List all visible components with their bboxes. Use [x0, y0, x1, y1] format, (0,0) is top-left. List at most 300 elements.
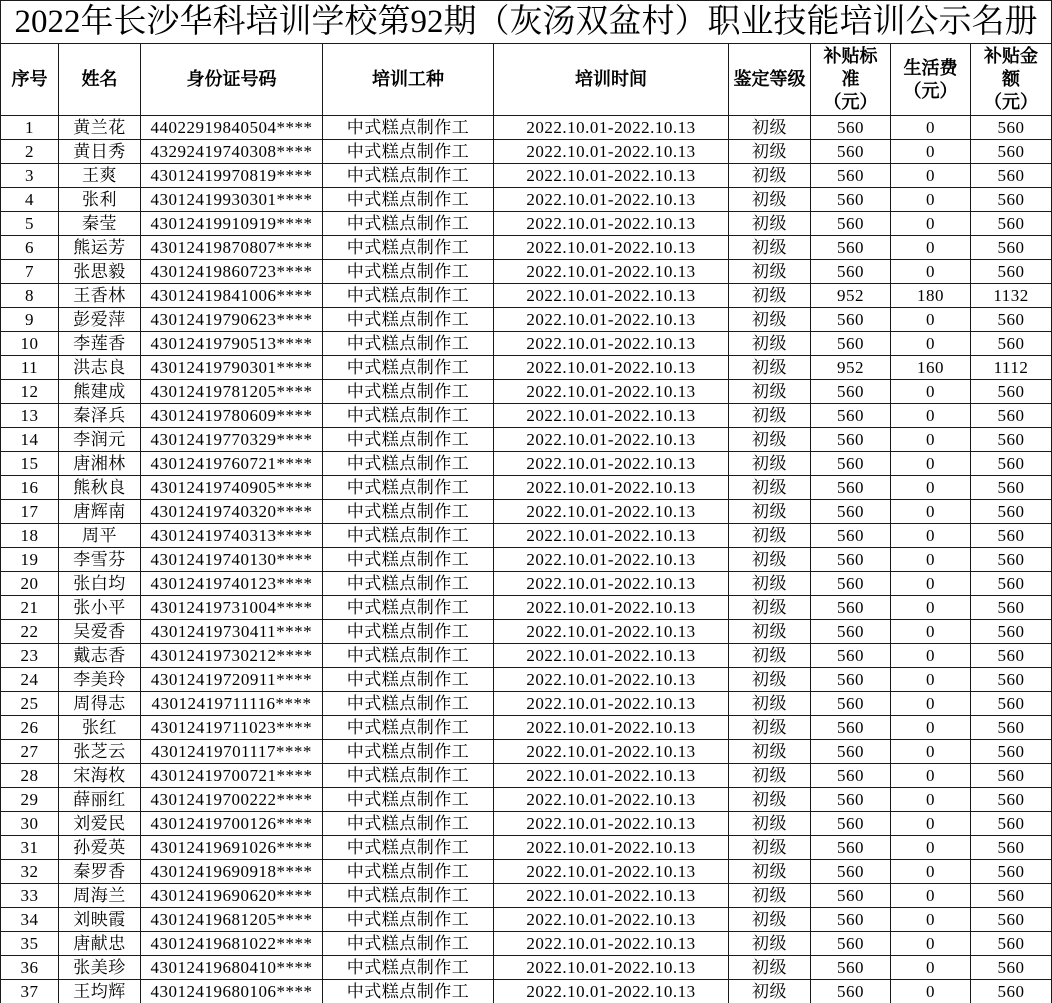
- trade-cell: 中式糕点制作工: [323, 452, 494, 476]
- living-allowance-cell: 0: [891, 548, 971, 572]
- table-row: [1, 524, 1052, 548]
- level-cell: 初级: [729, 380, 811, 404]
- table-body: [1, 116, 1052, 1003]
- header-level: 鉴定等级: [729, 44, 811, 116]
- id-number-cell: 43012419700721****: [141, 764, 323, 788]
- level-cell: 初级: [729, 716, 811, 740]
- living-allowance-cell: 0: [891, 620, 971, 644]
- header-seq: 序号: [1, 44, 59, 116]
- level-cell: 初级: [729, 500, 811, 524]
- subsidy-amount-cell: 560: [971, 716, 1052, 740]
- living-allowance-cell: 0: [891, 740, 971, 764]
- training-period-cell: 2022.10.01-2022.10.13: [494, 836, 729, 860]
- seq-cell: 2: [1, 140, 59, 164]
- table-row: [1, 692, 1052, 716]
- name-cell: 周平: [59, 524, 141, 548]
- training-period-cell: 2022.10.01-2022.10.13: [494, 668, 729, 692]
- seq-cell: 22: [1, 620, 59, 644]
- header-id-number: 身份证号码: [141, 44, 323, 116]
- living-allowance-cell: 0: [891, 908, 971, 932]
- subsidy-standard-cell: 952: [811, 284, 891, 308]
- trade-cell: 中式糕点制作工: [323, 956, 494, 980]
- seq-cell: 23: [1, 644, 59, 668]
- level-cell: 初级: [729, 548, 811, 572]
- trade-cell: 中式糕点制作工: [323, 164, 494, 188]
- title-row: [1, 1, 1052, 44]
- level-cell: 初级: [729, 404, 811, 428]
- living-allowance-cell: 160: [891, 356, 971, 380]
- trade-cell: 中式糕点制作工: [323, 140, 494, 164]
- seq-cell: 7: [1, 260, 59, 284]
- subsidy-standard-cell: 560: [811, 572, 891, 596]
- living-allowance-cell: 0: [891, 308, 971, 332]
- name-cell: 薛丽红: [59, 788, 141, 812]
- subsidy-amount-cell: 560: [971, 812, 1052, 836]
- subsidy-standard-cell: 560: [811, 596, 891, 620]
- subsidy-standard-cell: 560: [811, 260, 891, 284]
- level-cell: 初级: [729, 764, 811, 788]
- table-row: [1, 236, 1052, 260]
- training-period-cell: 2022.10.01-2022.10.13: [494, 500, 729, 524]
- seq-cell: 29: [1, 788, 59, 812]
- living-allowance-cell: 0: [891, 836, 971, 860]
- table-row: [1, 452, 1052, 476]
- subsidy-amount-cell: 560: [971, 332, 1052, 356]
- table-row: [1, 596, 1052, 620]
- trade-cell: 中式糕点制作工: [323, 116, 494, 140]
- id-number-cell: 43012419691026****: [141, 836, 323, 860]
- table-row: [1, 428, 1052, 452]
- living-allowance-cell: 0: [891, 452, 971, 476]
- seq-cell: 15: [1, 452, 59, 476]
- subsidy-amount-cell: 560: [971, 548, 1052, 572]
- level-cell: 初级: [729, 908, 811, 932]
- trade-cell: 中式糕点制作工: [323, 380, 494, 404]
- level-cell: 初级: [729, 332, 811, 356]
- header-living-allowance-label: 生活费（元）: [903, 57, 958, 101]
- training-period-cell: 2022.10.01-2022.10.13: [494, 596, 729, 620]
- living-allowance-cell: 0: [891, 668, 971, 692]
- trade-cell: 中式糕点制作工: [323, 284, 494, 308]
- seq-cell: 28: [1, 764, 59, 788]
- seq-cell: 6: [1, 236, 59, 260]
- subsidy-standard-cell: 560: [811, 428, 891, 452]
- trade-cell: 中式糕点制作工: [323, 668, 494, 692]
- subsidy-amount-cell: 560: [971, 956, 1052, 980]
- table-row: [1, 956, 1052, 980]
- training-period-cell: 2022.10.01-2022.10.13: [494, 860, 729, 884]
- table-row: [1, 308, 1052, 332]
- training-period-cell: 2022.10.01-2022.10.13: [494, 764, 729, 788]
- name-cell: 李美玲: [59, 668, 141, 692]
- header-living-allowance: [891, 44, 971, 116]
- name-cell: 熊建成: [59, 380, 141, 404]
- subsidy-amount-cell: 560: [971, 692, 1052, 716]
- training-period-cell: 2022.10.01-2022.10.13: [494, 956, 729, 980]
- training-period-cell: 2022.10.01-2022.10.13: [494, 620, 729, 644]
- subsidy-amount-cell: 560: [971, 884, 1052, 908]
- subsidy-standard-cell: 560: [811, 932, 891, 956]
- seq-cell: 34: [1, 908, 59, 932]
- training-period-cell: 2022.10.01-2022.10.13: [494, 716, 729, 740]
- subsidy-amount-cell: 560: [971, 476, 1052, 500]
- training-period-cell: 2022.10.01-2022.10.13: [494, 452, 729, 476]
- level-cell: 初级: [729, 860, 811, 884]
- subsidy-amount-cell: 560: [971, 644, 1052, 668]
- living-allowance-cell: 0: [891, 140, 971, 164]
- level-cell: 初级: [729, 212, 811, 236]
- level-cell: 初级: [729, 356, 811, 380]
- table-row: [1, 332, 1052, 356]
- table-row: [1, 404, 1052, 428]
- subsidy-amount-cell: 560: [971, 308, 1052, 332]
- table-row: [1, 164, 1052, 188]
- subsidy-amount-cell: 560: [971, 212, 1052, 236]
- living-allowance-cell: 0: [891, 500, 971, 524]
- living-allowance-cell: 0: [891, 116, 971, 140]
- trade-cell: 中式糕点制作工: [323, 980, 494, 1003]
- subsidy-amount-cell: 560: [971, 572, 1052, 596]
- id-number-cell: 43012419841006****: [141, 284, 323, 308]
- name-cell: 张小平: [59, 596, 141, 620]
- level-cell: 初级: [729, 668, 811, 692]
- living-allowance-cell: 0: [891, 524, 971, 548]
- subsidy-standard-cell: 560: [811, 332, 891, 356]
- header-subsidy-standard: [811, 44, 891, 116]
- subsidy-amount-cell: 560: [971, 164, 1052, 188]
- seq-cell: 26: [1, 716, 59, 740]
- level-cell: 初级: [729, 836, 811, 860]
- level-cell: 初级: [729, 236, 811, 260]
- trade-cell: 中式糕点制作工: [323, 332, 494, 356]
- subsidy-standard-cell: 560: [811, 668, 891, 692]
- name-cell: 张红: [59, 716, 141, 740]
- name-cell: 刘映霞: [59, 908, 141, 932]
- training-period-cell: 2022.10.01-2022.10.13: [494, 908, 729, 932]
- table-row: [1, 668, 1052, 692]
- seq-cell: 30: [1, 812, 59, 836]
- subsidy-amount-cell: 560: [971, 932, 1052, 956]
- name-cell: 宋海枚: [59, 764, 141, 788]
- subsidy-amount-cell: 560: [971, 404, 1052, 428]
- seq-cell: 35: [1, 932, 59, 956]
- seq-cell: 8: [1, 284, 59, 308]
- id-number-cell: 43012419930301****: [141, 188, 323, 212]
- id-number-cell: 43012419790623****: [141, 308, 323, 332]
- name-cell: 王均辉: [59, 980, 141, 1003]
- level-cell: 初级: [729, 596, 811, 620]
- trade-cell: 中式糕点制作工: [323, 236, 494, 260]
- living-allowance-cell: 0: [891, 980, 971, 1003]
- living-allowance-cell: 0: [891, 716, 971, 740]
- training-period-cell: 2022.10.01-2022.10.13: [494, 164, 729, 188]
- subsidy-standard-cell: 560: [811, 812, 891, 836]
- subsidy-amount-cell: 560: [971, 908, 1052, 932]
- id-number-cell: 43012419681022****: [141, 932, 323, 956]
- living-allowance-cell: 0: [891, 932, 971, 956]
- name-cell: 唐辉南: [59, 500, 141, 524]
- trade-cell: 中式糕点制作工: [323, 356, 494, 380]
- trade-cell: 中式糕点制作工: [323, 260, 494, 284]
- subsidy-amount-cell: 560: [971, 596, 1052, 620]
- id-number-cell: 43012419790301****: [141, 356, 323, 380]
- table-row: [1, 860, 1052, 884]
- subsidy-standard-cell: 560: [811, 620, 891, 644]
- table-row: [1, 572, 1052, 596]
- table-row: [1, 980, 1052, 1003]
- name-cell: 黄日秀: [59, 140, 141, 164]
- training-period-cell: 2022.10.01-2022.10.13: [494, 284, 729, 308]
- level-cell: 初级: [729, 284, 811, 308]
- subsidy-amount-cell: 560: [971, 860, 1052, 884]
- training-period-cell: 2022.10.01-2022.10.13: [494, 548, 729, 572]
- header-subsidy-amount-label: 补贴金额（元）: [984, 46, 1039, 112]
- level-cell: 初级: [729, 116, 811, 140]
- name-cell: 熊秋良: [59, 476, 141, 500]
- trade-cell: 中式糕点制作工: [323, 908, 494, 932]
- id-number-cell: 43012419711116****: [141, 692, 323, 716]
- living-allowance-cell: 0: [891, 764, 971, 788]
- training-period-cell: 2022.10.01-2022.10.13: [494, 356, 729, 380]
- id-number-cell: 43012419760721****: [141, 452, 323, 476]
- level-cell: 初级: [729, 788, 811, 812]
- header-name: 姓名: [59, 44, 141, 116]
- living-allowance-cell: 180: [891, 284, 971, 308]
- name-cell: 戴志香: [59, 644, 141, 668]
- name-cell: 王香林: [59, 284, 141, 308]
- id-number-cell: 43012419870807****: [141, 236, 323, 260]
- level-cell: 初级: [729, 308, 811, 332]
- living-allowance-cell: 0: [891, 476, 971, 500]
- trade-cell: 中式糕点制作工: [323, 188, 494, 212]
- trade-cell: 中式糕点制作工: [323, 644, 494, 668]
- seq-cell: 5: [1, 212, 59, 236]
- table-row: [1, 140, 1052, 164]
- subsidy-amount-cell: 1112: [971, 356, 1052, 380]
- subsidy-standard-cell: 560: [811, 836, 891, 860]
- training-period-cell: 2022.10.01-2022.10.13: [494, 428, 729, 452]
- trade-cell: 中式糕点制作工: [323, 620, 494, 644]
- living-allowance-cell: 0: [891, 236, 971, 260]
- level-cell: 初级: [729, 476, 811, 500]
- subsidy-amount-cell: 560: [971, 740, 1052, 764]
- table-row: [1, 644, 1052, 668]
- table-row: [1, 116, 1052, 140]
- seq-cell: 21: [1, 596, 59, 620]
- id-number-cell: 43012419681205****: [141, 908, 323, 932]
- subsidy-amount-cell: 560: [971, 428, 1052, 452]
- training-period-cell: 2022.10.01-2022.10.13: [494, 236, 729, 260]
- id-number-cell: 43012419770329****: [141, 428, 323, 452]
- level-cell: 初级: [729, 140, 811, 164]
- name-cell: 唐献忠: [59, 932, 141, 956]
- training-period-cell: 2022.10.01-2022.10.13: [494, 380, 729, 404]
- level-cell: 初级: [729, 932, 811, 956]
- level-cell: 初级: [729, 644, 811, 668]
- table-row: [1, 260, 1052, 284]
- training-period-cell: 2022.10.01-2022.10.13: [494, 572, 729, 596]
- id-number-cell: 43012419711023****: [141, 716, 323, 740]
- training-period-cell: 2022.10.01-2022.10.13: [494, 524, 729, 548]
- id-number-cell: 43012419680410****: [141, 956, 323, 980]
- training-period-cell: 2022.10.01-2022.10.13: [494, 692, 729, 716]
- training-period-cell: 2022.10.01-2022.10.13: [494, 644, 729, 668]
- trade-cell: 中式糕点制作工: [323, 404, 494, 428]
- seq-cell: 12: [1, 380, 59, 404]
- living-allowance-cell: 0: [891, 164, 971, 188]
- name-cell: 李莲香: [59, 332, 141, 356]
- table-row: [1, 356, 1052, 380]
- living-allowance-cell: 0: [891, 332, 971, 356]
- trade-cell: 中式糕点制作工: [323, 716, 494, 740]
- trade-cell: 中式糕点制作工: [323, 932, 494, 956]
- trade-cell: 中式糕点制作工: [323, 740, 494, 764]
- level-cell: 初级: [729, 980, 811, 1003]
- table-row: [1, 188, 1052, 212]
- level-cell: 初级: [729, 956, 811, 980]
- trade-cell: 中式糕点制作工: [323, 692, 494, 716]
- seq-cell: 19: [1, 548, 59, 572]
- living-allowance-cell: 0: [891, 788, 971, 812]
- name-cell: 张思毅: [59, 260, 141, 284]
- training-period-cell: 2022.10.01-2022.10.13: [494, 404, 729, 428]
- trade-cell: 中式糕点制作工: [323, 764, 494, 788]
- name-cell: 张白均: [59, 572, 141, 596]
- seq-cell: 37: [1, 980, 59, 1003]
- training-period-cell: 2022.10.01-2022.10.13: [494, 332, 729, 356]
- subsidy-standard-cell: 560: [811, 788, 891, 812]
- header-subsidy-amount: [971, 44, 1052, 116]
- seq-cell: 18: [1, 524, 59, 548]
- living-allowance-cell: 0: [891, 596, 971, 620]
- living-allowance-cell: 0: [891, 644, 971, 668]
- name-cell: 吴爱香: [59, 620, 141, 644]
- subsidy-standard-cell: 560: [811, 404, 891, 428]
- subsidy-standard-cell: 560: [811, 308, 891, 332]
- trade-cell: 中式糕点制作工: [323, 596, 494, 620]
- subsidy-standard-cell: 560: [811, 236, 891, 260]
- level-cell: 初级: [729, 884, 811, 908]
- subsidy-amount-cell: 560: [971, 140, 1052, 164]
- level-cell: 初级: [729, 692, 811, 716]
- trade-cell: 中式糕点制作工: [323, 524, 494, 548]
- level-cell: 初级: [729, 188, 811, 212]
- name-cell: 周得志: [59, 692, 141, 716]
- seq-cell: 17: [1, 500, 59, 524]
- id-number-cell: 43012419720911****: [141, 668, 323, 692]
- training-period-cell: 2022.10.01-2022.10.13: [494, 740, 729, 764]
- level-cell: 初级: [729, 620, 811, 644]
- id-number-cell: 43012419740123****: [141, 572, 323, 596]
- living-allowance-cell: 0: [891, 692, 971, 716]
- id-number-cell: 43012419680106****: [141, 980, 323, 1003]
- id-number-cell: 43012419731004****: [141, 596, 323, 620]
- id-number-cell: 43012419700126****: [141, 812, 323, 836]
- subsidy-amount-cell: 560: [971, 452, 1052, 476]
- trade-cell: 中式糕点制作工: [323, 572, 494, 596]
- header-training-period: 培训时间: [494, 44, 729, 116]
- training-period-cell: 2022.10.01-2022.10.13: [494, 116, 729, 140]
- id-number-cell: 43012419740905****: [141, 476, 323, 500]
- trade-cell: 中式糕点制作工: [323, 812, 494, 836]
- living-allowance-cell: 0: [891, 884, 971, 908]
- id-number-cell: 43012419970819****: [141, 164, 323, 188]
- level-cell: 初级: [729, 524, 811, 548]
- training-period-cell: 2022.10.01-2022.10.13: [494, 788, 729, 812]
- subsidy-amount-cell: 560: [971, 620, 1052, 644]
- trade-cell: 中式糕点制作工: [323, 500, 494, 524]
- name-cell: 黄兰花: [59, 116, 141, 140]
- subsidy-standard-cell: 560: [811, 476, 891, 500]
- table-row: [1, 476, 1052, 500]
- id-number-cell: 43012419701117****: [141, 740, 323, 764]
- subsidy-standard-cell: 560: [811, 884, 891, 908]
- level-cell: 初级: [729, 260, 811, 284]
- table-row: [1, 740, 1052, 764]
- subsidy-standard-cell: 560: [811, 692, 891, 716]
- seq-cell: 10: [1, 332, 59, 356]
- name-cell: 唐湘林: [59, 452, 141, 476]
- training-period-cell: 2022.10.01-2022.10.13: [494, 980, 729, 1003]
- subsidy-standard-cell: 560: [811, 188, 891, 212]
- subsidy-amount-cell: 560: [971, 236, 1052, 260]
- name-cell: 张芝云: [59, 740, 141, 764]
- living-allowance-cell: 0: [891, 860, 971, 884]
- table-row: [1, 716, 1052, 740]
- header-subsidy-standard-label: 补贴标准（元）: [823, 46, 878, 112]
- subsidy-standard-cell: 560: [811, 740, 891, 764]
- training-period-cell: 2022.10.01-2022.10.13: [494, 212, 729, 236]
- seq-cell: 3: [1, 164, 59, 188]
- name-cell: 洪志良: [59, 356, 141, 380]
- subsidy-amount-cell: 560: [971, 116, 1052, 140]
- name-cell: 彭爱萍: [59, 308, 141, 332]
- living-allowance-cell: 0: [891, 812, 971, 836]
- training-period-cell: 2022.10.01-2022.10.13: [494, 308, 729, 332]
- subsidy-standard-cell: 560: [811, 764, 891, 788]
- id-number-cell: 43012419780609****: [141, 404, 323, 428]
- training-period-cell: 2022.10.01-2022.10.13: [494, 932, 729, 956]
- seq-cell: 1: [1, 116, 59, 140]
- subsidy-amount-cell: 560: [971, 188, 1052, 212]
- id-number-cell: 43012419690918****: [141, 860, 323, 884]
- trade-cell: 中式糕点制作工: [323, 860, 494, 884]
- level-cell: 初级: [729, 812, 811, 836]
- name-cell: 李润元: [59, 428, 141, 452]
- trade-cell: 中式糕点制作工: [323, 884, 494, 908]
- id-number-cell: 43012419740320****: [141, 500, 323, 524]
- table-row: [1, 932, 1052, 956]
- name-cell: 秦泽兵: [59, 404, 141, 428]
- seq-cell: 11: [1, 356, 59, 380]
- level-cell: 初级: [729, 572, 811, 596]
- id-number-cell: 44022919840504****: [141, 116, 323, 140]
- trade-cell: 中式糕点制作工: [323, 308, 494, 332]
- subsidy-standard-cell: 560: [811, 908, 891, 932]
- trade-cell: 中式糕点制作工: [323, 788, 494, 812]
- living-allowance-cell: 0: [891, 212, 971, 236]
- subsidy-amount-cell: 560: [971, 260, 1052, 284]
- living-allowance-cell: 0: [891, 260, 971, 284]
- training-period-cell: 2022.10.01-2022.10.13: [494, 140, 729, 164]
- name-cell: 李雪芬: [59, 548, 141, 572]
- seq-cell: 32: [1, 860, 59, 884]
- subsidy-amount-cell: 560: [971, 380, 1052, 404]
- trade-cell: 中式糕点制作工: [323, 212, 494, 236]
- id-number-cell: 43012419790513****: [141, 332, 323, 356]
- name-cell: 熊运芳: [59, 236, 141, 260]
- name-cell: 王爽: [59, 164, 141, 188]
